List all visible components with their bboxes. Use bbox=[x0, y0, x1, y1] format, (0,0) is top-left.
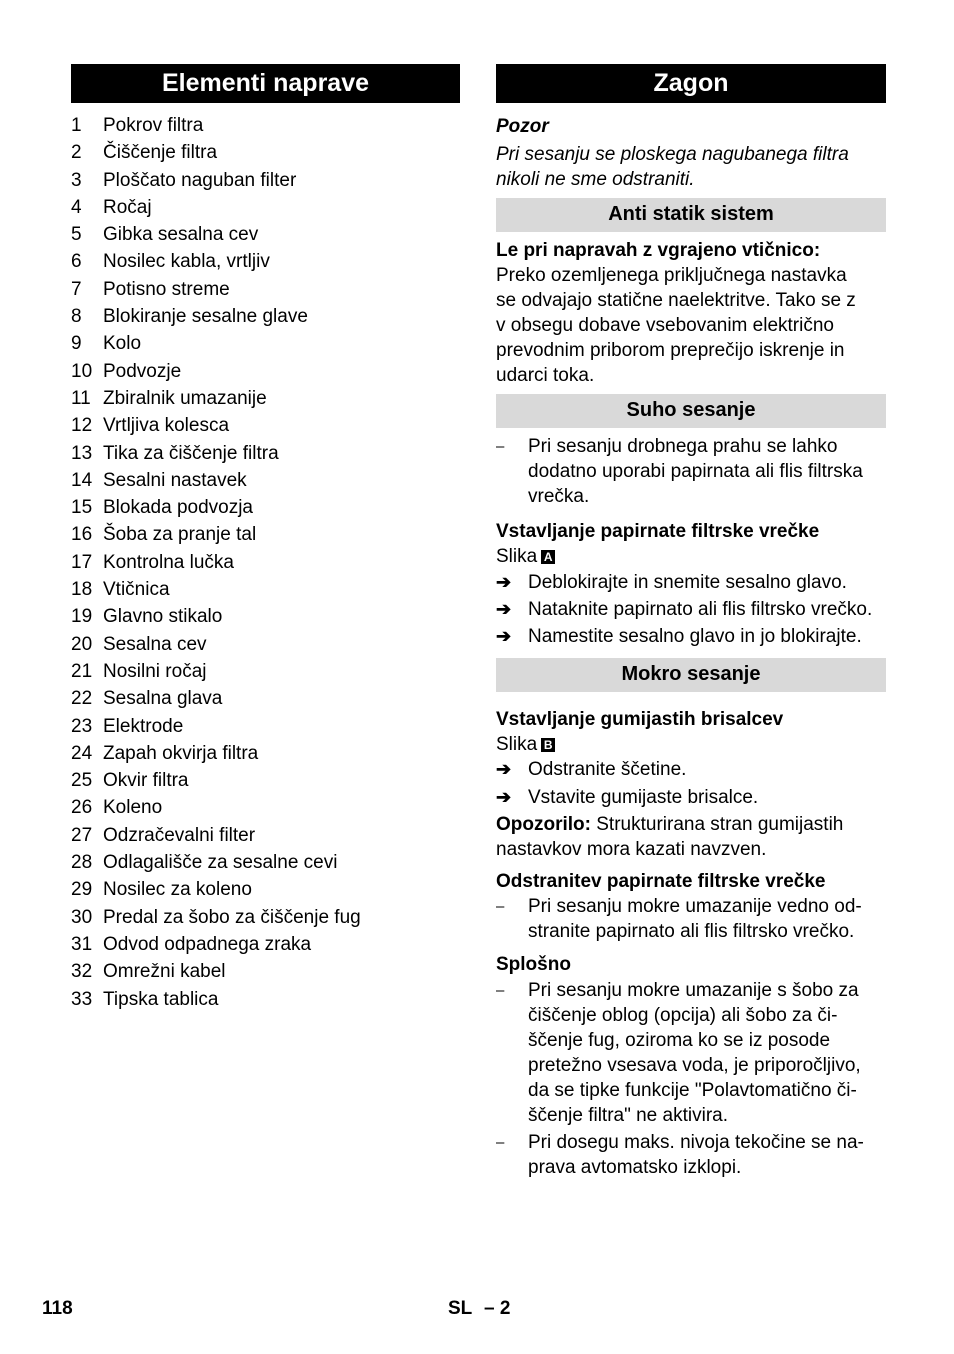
dash-marker: – bbox=[496, 982, 505, 999]
item-number: 29 bbox=[71, 879, 93, 901]
item-number: 8 bbox=[71, 306, 82, 328]
list-item bbox=[71, 658, 460, 685]
item-number: 16 bbox=[71, 524, 93, 546]
list-item bbox=[71, 603, 460, 630]
item-label: Čiščenje filtra bbox=[103, 142, 218, 164]
note bbox=[496, 812, 886, 837]
list-item bbox=[71, 194, 460, 221]
section-title-zagon: Zagon bbox=[496, 64, 886, 103]
list-item bbox=[71, 276, 460, 303]
figure-label: Slika bbox=[496, 546, 538, 567]
text-line: ščenje fug, oziroma ko se iz posode bbox=[528, 1030, 831, 1051]
anti-statik-lead: Le pri napravah z vgrajeno vtičnico: bbox=[496, 240, 821, 261]
section-title-elementi: Elementi naprave bbox=[71, 64, 460, 103]
item-label: Ročaj bbox=[103, 196, 152, 218]
item-number: 2 bbox=[71, 142, 82, 164]
item-number: 24 bbox=[71, 742, 93, 764]
text-line: dodatno uporabi papirnata ali flis filtrska bbox=[528, 461, 863, 482]
item-label: Zapah okvirja filtra bbox=[103, 742, 259, 764]
heading-mokro-sesanje: Mokro sesanje bbox=[496, 658, 886, 692]
figure-badge-a: A bbox=[541, 550, 555, 564]
heading-anti-statik: Anti statik sistem bbox=[496, 198, 886, 232]
arrow-icon: ➔ bbox=[496, 759, 512, 779]
text-line: Pri dosegu maks. nivoja tekočine se na- bbox=[528, 1132, 864, 1153]
list-item bbox=[71, 767, 460, 794]
list-item bbox=[71, 876, 460, 903]
list-item bbox=[496, 434, 886, 509]
pozor-line: Pri sesanju se ploskega nagubanega filtra bbox=[496, 144, 849, 165]
item-label: Glavno stikalo bbox=[103, 606, 223, 628]
item-label: Vrtljiva kolesca bbox=[103, 415, 230, 437]
item-label: Sesalni nastavek bbox=[103, 469, 247, 491]
item-number: 12 bbox=[71, 415, 93, 437]
item-number: 10 bbox=[71, 360, 93, 382]
list-item bbox=[71, 931, 460, 958]
text-line: se odvajajo statične naelektritve. Tako se z bbox=[496, 290, 856, 311]
item-number: 22 bbox=[71, 688, 93, 710]
item-label: Odlagališče za sesalne cevi bbox=[103, 852, 338, 874]
step-text: Nataknite papirnato ali flis filtrsko vrečko. bbox=[528, 599, 873, 620]
item-label: Odzračevalni filter bbox=[103, 824, 256, 846]
step-item bbox=[496, 785, 886, 810]
text-line: pretežno vsesava voda, je priporočljivo, bbox=[528, 1055, 861, 1076]
item-number: 13 bbox=[71, 442, 93, 464]
text-line: Pri sesanju mokre umazanije vedno od- bbox=[528, 896, 862, 917]
item-label: Blokada podvozja bbox=[103, 497, 253, 519]
item-number: 6 bbox=[71, 251, 82, 273]
arrow-icon: ➔ bbox=[496, 572, 512, 592]
item-label: Predal za šobo za čiščenje fug bbox=[103, 906, 361, 928]
list-item bbox=[71, 440, 460, 467]
item-label: Vtičnica bbox=[103, 579, 170, 601]
item-label: Potisno streme bbox=[103, 278, 230, 300]
item-number: 32 bbox=[71, 961, 93, 983]
subheading-odstranitev: Odstranitev papirnate filtrske vrečke bbox=[496, 871, 826, 892]
step-item bbox=[496, 624, 886, 649]
arrow-icon: ➔ bbox=[496, 599, 512, 619]
step-item bbox=[496, 597, 886, 622]
item-label: Omrežni kabel bbox=[103, 961, 226, 983]
item-number: 17 bbox=[71, 551, 93, 573]
item-number: 19 bbox=[71, 606, 93, 628]
item-number: 18 bbox=[71, 579, 93, 601]
list-item bbox=[71, 139, 460, 166]
list-item bbox=[71, 631, 460, 658]
figure-label: Slika bbox=[496, 734, 538, 755]
item-number: 28 bbox=[71, 852, 93, 874]
dash-marker: – bbox=[496, 438, 505, 455]
list-item bbox=[71, 330, 460, 357]
list-item bbox=[496, 978, 886, 1128]
step-text: Vstavite gumijaste brisalce. bbox=[528, 787, 759, 808]
item-number: 31 bbox=[71, 933, 93, 955]
step-item bbox=[496, 757, 886, 782]
text-line: prevodnim priborom preprečijo iskrenje in bbox=[496, 340, 845, 361]
item-number: 5 bbox=[71, 224, 82, 246]
text-line: Pri sesanju drobnega prahu se lahko bbox=[528, 436, 838, 457]
subheading-gumijasti-brisalci: Vstavljanje gumijastih brisalcev bbox=[496, 709, 784, 730]
text-line: stranite papirnato ali flis filtrsko vrečko. bbox=[528, 921, 855, 942]
dash-marker: – bbox=[496, 898, 505, 915]
item-label: Zbiralnik umazanije bbox=[103, 387, 267, 409]
text-line: Pri sesanju mokre umazanije s šobo za bbox=[528, 980, 859, 1001]
list-item bbox=[71, 467, 460, 494]
right-column bbox=[496, 64, 886, 1180]
figure-badge-b: B bbox=[541, 738, 555, 752]
item-number: 20 bbox=[71, 633, 93, 655]
text-line: da se tipke funkcije "Polavtomatično či- bbox=[528, 1080, 857, 1101]
item-number: 15 bbox=[71, 497, 93, 519]
list-item bbox=[71, 576, 460, 603]
list-item bbox=[71, 412, 460, 439]
step-text: Odstranite ščetine. bbox=[528, 759, 687, 780]
item-label: Koleno bbox=[103, 797, 163, 819]
list-item bbox=[71, 303, 460, 330]
step-text: Namestite sesalno glavo in jo blokirajte. bbox=[528, 626, 862, 647]
anti-statik-text bbox=[496, 238, 886, 388]
list-item bbox=[71, 494, 460, 521]
item-number: 25 bbox=[71, 770, 93, 792]
arrow-icon: ➔ bbox=[496, 787, 512, 807]
item-number: 30 bbox=[71, 906, 93, 928]
note-text: Strukturirana stran gumijastih bbox=[590, 814, 844, 835]
item-label: Pokrov filtra bbox=[103, 115, 204, 136]
item-label: Podvozje bbox=[103, 360, 182, 382]
list-item bbox=[496, 894, 886, 944]
list-item bbox=[71, 986, 460, 1013]
arrow-icon: ➔ bbox=[496, 626, 512, 646]
parts-list bbox=[71, 112, 460, 1013]
list-item bbox=[71, 248, 460, 275]
item-label: Tika za čiščenje filtra bbox=[103, 442, 279, 464]
pozor-line: nikoli ne sme odstraniti. bbox=[496, 169, 695, 190]
item-label: Blokiranje sesalne glave bbox=[103, 306, 308, 328]
item-label: Elektrode bbox=[103, 715, 184, 737]
page-sub-number: – 2 bbox=[484, 1298, 511, 1319]
item-label: Tipska tablica bbox=[103, 988, 219, 1010]
text-line: čiščenje oblog (opcija) ali šobo za či- bbox=[528, 1005, 838, 1026]
text-line: vrečka. bbox=[528, 486, 590, 507]
item-number: 3 bbox=[71, 169, 82, 191]
list-item bbox=[71, 385, 460, 412]
step-item bbox=[496, 570, 886, 595]
item-label: Odvod odpadnega zraka bbox=[103, 933, 312, 955]
step-text: Deblokirajte in snemite sesalno glavo. bbox=[528, 572, 847, 593]
item-number: 4 bbox=[71, 196, 82, 218]
list-item bbox=[71, 358, 460, 385]
item-number: 33 bbox=[71, 988, 93, 1010]
list-item bbox=[496, 1130, 886, 1180]
item-number: 9 bbox=[71, 333, 82, 355]
text-line: ščenje filtra" ne aktivira. bbox=[528, 1105, 728, 1126]
item-number: 11 bbox=[71, 387, 91, 409]
list-item bbox=[71, 822, 460, 849]
list-item bbox=[71, 958, 460, 985]
item-number: 26 bbox=[71, 797, 93, 819]
list-item bbox=[71, 740, 460, 767]
figure-ref bbox=[496, 732, 886, 757]
list-item bbox=[71, 794, 460, 821]
list-item bbox=[71, 685, 460, 712]
left-column bbox=[71, 64, 460, 1013]
subheading-splosno: Splošno bbox=[496, 954, 571, 975]
item-label: Nosilec za koleno bbox=[103, 879, 252, 901]
text-line: prava avtomatsko izklopi. bbox=[528, 1157, 742, 1178]
list-item bbox=[71, 167, 460, 194]
note-label: Opozorilo: bbox=[496, 814, 591, 835]
list-item bbox=[71, 849, 460, 876]
item-number: 1 bbox=[71, 115, 82, 136]
text-line: Preko ozemljenega priključnega nastavka bbox=[496, 265, 847, 286]
list-item bbox=[71, 112, 460, 139]
text-line: nastavkov mora kazati navzven. bbox=[496, 839, 767, 860]
item-number: 27 bbox=[71, 824, 93, 846]
item-label: Nosilec kabla, vrtljiv bbox=[103, 251, 270, 273]
item-label: Šoba za pranje tal bbox=[103, 524, 257, 546]
item-label: Sesalna glava bbox=[103, 688, 223, 710]
item-label: Nosilni ročaj bbox=[103, 660, 207, 682]
list-item bbox=[71, 549, 460, 576]
item-number: 7 bbox=[71, 278, 82, 300]
pozor-label: Pozor bbox=[496, 116, 549, 137]
text-line: udarci toka. bbox=[496, 365, 595, 386]
text-line: v obsegu dobave vsebovanim električno bbox=[496, 315, 834, 336]
item-number: 14 bbox=[71, 469, 93, 491]
list-item bbox=[71, 221, 460, 248]
pozor-block bbox=[496, 114, 886, 192]
item-label: Ploščato naguban filter bbox=[103, 169, 297, 191]
page-number: 118 bbox=[42, 1298, 73, 1319]
list-item bbox=[71, 521, 460, 548]
list-item bbox=[71, 713, 460, 740]
item-number: 23 bbox=[71, 715, 93, 737]
dash-marker: – bbox=[496, 1134, 505, 1151]
list-item bbox=[71, 904, 460, 931]
item-number: 21 bbox=[71, 660, 93, 682]
item-label: Kontrolna lučka bbox=[103, 551, 234, 573]
figure-ref bbox=[496, 544, 886, 569]
subheading-papirnata-vrecka: Vstavljanje papirnate filtrske vrečke bbox=[496, 521, 820, 542]
item-label: Gibka sesalna cev bbox=[103, 224, 259, 246]
item-label: Okvir filtra bbox=[103, 770, 189, 792]
heading-suho-sesanje: Suho sesanje bbox=[496, 394, 886, 428]
item-label: Kolo bbox=[103, 333, 142, 355]
item-label: Sesalna cev bbox=[103, 633, 207, 655]
language-code: SL bbox=[448, 1298, 473, 1319]
